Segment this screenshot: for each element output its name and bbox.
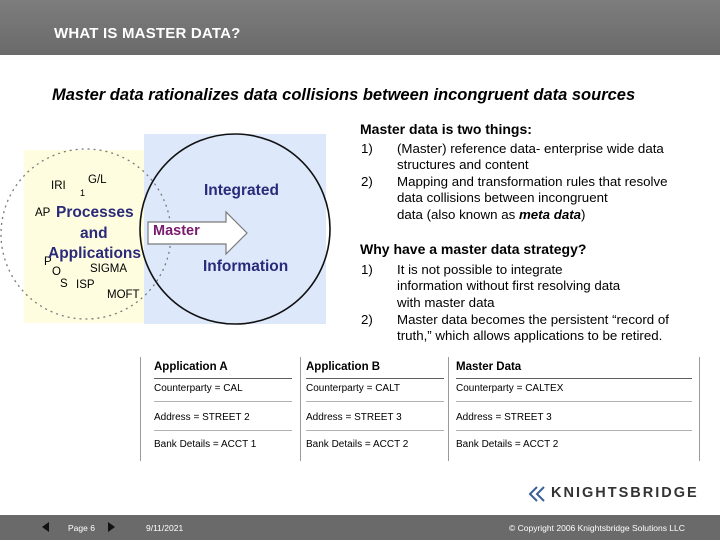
previous-slide-icon[interactable] <box>42 522 49 532</box>
table-divider <box>699 357 700 461</box>
label-one: 1 <box>80 188 86 198</box>
item-line: with master data <box>397 294 495 310</box>
two-things-num-1: 1) <box>361 141 373 156</box>
column-header: Application B <box>306 361 381 373</box>
table-divider <box>140 357 141 461</box>
next-slide-icon[interactable] <box>108 522 115 532</box>
label-gl: G/L <box>88 174 107 186</box>
master-data-table <box>140 357 700 461</box>
table-cell: Bank Details = ACCT 1 <box>154 439 257 450</box>
item-line: (Master) reference data- enterprise wide data <box>397 141 664 156</box>
table-column-master-data <box>456 357 692 461</box>
row-rule <box>306 430 444 431</box>
table-column-application-b <box>306 357 444 461</box>
label-applications: Applications <box>48 245 142 262</box>
strategy-heading: Why have a master data strategy? <box>360 241 587 257</box>
label-isp: ISP <box>76 279 95 291</box>
table-cell: Counterparty = CALTEX <box>456 383 564 394</box>
table-cell: Address = STREET 2 <box>154 412 250 423</box>
header-rule <box>154 378 292 379</box>
row-rule <box>154 401 292 402</box>
column-header: Application A <box>154 361 228 373</box>
table-cell: Address = STREET 3 <box>306 412 402 423</box>
label-o: O <box>52 266 61 278</box>
label-and: and <box>80 225 108 242</box>
row-rule <box>154 430 292 431</box>
arrow-label-master: Master <box>153 223 200 239</box>
strategy-item-2 <box>397 312 669 345</box>
footer-date: 9/11/2021 <box>146 523 184 533</box>
item-line-text: data (also known as <box>397 206 519 222</box>
label-iri: IRI <box>51 180 66 192</box>
item-line <box>397 207 668 223</box>
item-line: structures and content <box>397 157 529 173</box>
table-divider <box>300 357 301 461</box>
item-line: Master data becomes the persistent “record of <box>397 312 669 327</box>
header-rule <box>456 378 692 379</box>
label-moft: MOFT <box>107 289 140 301</box>
slide-title: WHAT IS MASTER DATA? <box>54 25 241 42</box>
two-things-num-2: 2) <box>361 174 373 189</box>
row-rule <box>306 401 444 402</box>
slide-footer <box>0 515 720 540</box>
strategy-num-1: 1) <box>361 262 373 277</box>
logo-mark-icon <box>527 486 547 502</box>
table-cell: Counterparty = CAL <box>154 383 243 394</box>
table-divider <box>448 357 449 461</box>
table-cell: Counterparty = CALT <box>306 383 401 394</box>
header-rule <box>306 378 444 379</box>
two-things-heading: Master data is two things: <box>360 121 532 137</box>
label-p: P <box>44 256 52 268</box>
item-line: truth,” which allows applications to be retired. <box>397 328 663 344</box>
column-header: Master Data <box>456 361 522 373</box>
item-line: Mapping and transformation rules that resolve <box>397 174 668 189</box>
table-cell: Bank Details = ACCT 2 <box>306 439 409 450</box>
strategy-num-2: 2) <box>361 312 373 327</box>
label-s: S <box>60 278 68 290</box>
table-cell: Address = STREET 3 <box>456 412 552 423</box>
label-integrated: Integrated <box>204 182 279 199</box>
row-rule <box>456 401 692 402</box>
two-things-item-1 <box>397 141 664 174</box>
strategy-item-1 <box>397 262 620 311</box>
table-cell: Bank Details = ACCT 2 <box>456 439 559 450</box>
label-ap: AP <box>35 207 51 219</box>
table-column-application-a <box>154 357 292 461</box>
diagram-shapes <box>0 0 340 340</box>
label-processes: Processes <box>56 204 134 221</box>
slide-headline: Master data rationalizes data collisions between incongruent data sources <box>52 86 636 104</box>
item-line: data collisions between incongruent <box>397 190 608 206</box>
footer-copyright: © Copyright 2006 Knightsbridge Solutions LLC <box>509 523 685 533</box>
logo-wordmark: KNIGHTSBRIDGE <box>551 485 699 501</box>
meta-data-term: meta data <box>518 206 582 222</box>
two-things-item-2 <box>397 174 668 223</box>
page-number: Page 6 <box>68 523 95 533</box>
item-line: It is not possible to integrate <box>397 262 563 277</box>
label-sigma: SIGMA <box>90 263 128 275</box>
item-line-tail: ) <box>581 206 586 222</box>
row-rule <box>456 430 692 431</box>
item-line: information without first resolving data <box>397 278 621 294</box>
label-information: Information <box>203 258 289 275</box>
